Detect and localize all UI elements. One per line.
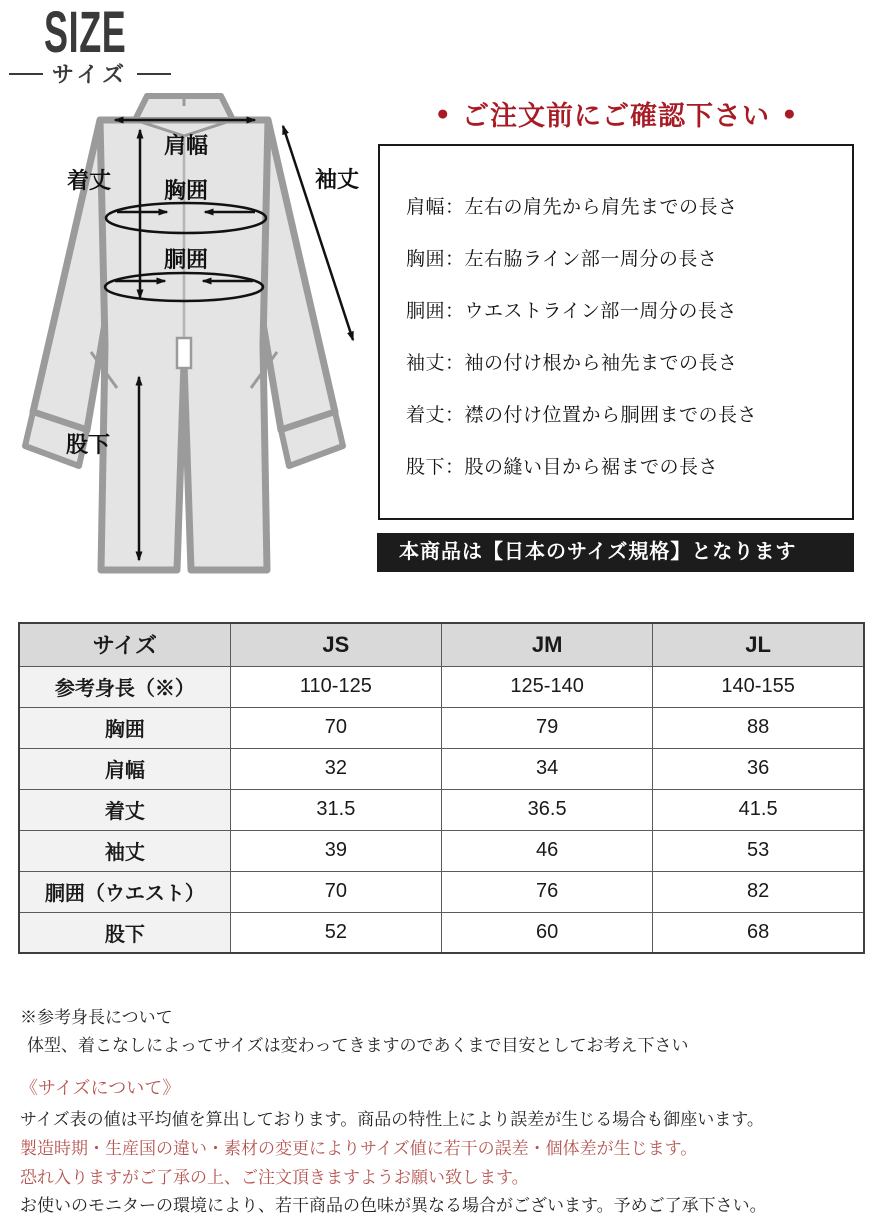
cell-value: 36 <box>653 748 864 789</box>
red-dot-icon: ● <box>436 101 449 125</box>
definition-inseam: 股下：股の縫い目から裾までの長さ <box>406 456 719 478</box>
row-label: 着丈 <box>19 789 230 830</box>
cell-value: 68 <box>653 912 864 953</box>
cell-value: 34 <box>442 748 653 789</box>
definition-shoulder: 肩幅：左右の肩先から肩先までの長さ <box>406 196 738 218</box>
cell-value: 70 <box>230 707 441 748</box>
cell-value: 140-155 <box>653 666 864 707</box>
cell-value: 46 <box>442 830 653 871</box>
table-row <box>19 912 864 953</box>
col-header-jl: JL <box>653 623 864 666</box>
table-row <box>19 789 864 830</box>
cell-value: 52 <box>230 912 441 953</box>
cell-value: 70 <box>230 871 441 912</box>
note-ref-height-title: ※参考身長について <box>20 1008 173 1027</box>
note-ref-height-body: 体型、着こなしによってサイズは変わってきますのであくまで目安としてお考え下さい <box>27 1035 689 1055</box>
definition-sleeve: 袖丈：袖の付け根から袖先までの長さ <box>406 352 738 374</box>
cell-value: 32 <box>230 748 441 789</box>
definition-chest: 胸囲：左右脇ライン部一周分の長さ <box>406 248 718 270</box>
note-line-2: 製造時期・生産国の違い・素材の変更によりサイズ値に若干の誤差・個体差が生じます。 <box>20 1139 698 1159</box>
page-title: SIZE <box>44 0 127 65</box>
cell-value: 125-140 <box>442 666 653 707</box>
waist-girth-label: 胴囲 <box>163 247 209 272</box>
red-dot-icon: ● <box>783 101 796 125</box>
definition-length: 着丈：襟の付け位置から胴囲までの長さ <box>406 404 758 426</box>
row-label: 胸囲 <box>19 707 230 748</box>
col-header-size: サイズ <box>19 623 230 666</box>
col-header-js: JS <box>230 623 441 666</box>
table-row <box>19 830 864 871</box>
note-line-3: 恐れ入りますがご了承の上、ご注文頂きますようお願い致します。 <box>20 1167 529 1187</box>
shoulder-width-label: 肩幅 <box>163 133 209 158</box>
inseam-label: 股下 <box>65 432 111 457</box>
body-length-label: 着丈 <box>66 168 112 193</box>
footer-notes <box>20 1006 870 1223</box>
confirm-heading-text: ご注文前にご確認下さい <box>462 100 770 131</box>
measurement-definitions-box <box>378 144 854 520</box>
cell-value: 110-125 <box>230 666 441 707</box>
cell-value: 76 <box>442 871 653 912</box>
table-row <box>19 707 864 748</box>
cell-value: 39 <box>230 830 441 871</box>
note-line-1: サイズ表の値は平均値を算出しております。商品の特性上により誤差が生じる場合も御座います。 <box>20 1110 764 1130</box>
chest-girth-label: 胸囲 <box>163 178 209 203</box>
cell-value: 41.5 <box>653 789 864 830</box>
row-label: 股下 <box>19 912 230 953</box>
decorative-dash-right <box>137 73 171 75</box>
japan-size-notice-bar: 本商品は【日本のサイズ規格】となります <box>377 533 854 572</box>
page-subtitle-text: サイズ <box>51 62 129 87</box>
row-label: 参考身長（※） <box>19 666 230 707</box>
row-label: 袖丈 <box>19 830 230 871</box>
table-row <box>19 748 864 789</box>
cell-value: 82 <box>653 871 864 912</box>
definition-waist: 胴囲：ウエストライン部一周分の長さ <box>406 300 737 322</box>
coverall-measurement-diagram <box>25 90 375 610</box>
note-size-section-title: 《サイズについて》 <box>20 1078 181 1099</box>
size-table-header-row <box>19 623 864 666</box>
note-line-4: お使いのモニターの環境により、若干商品の色味が異なる場合がございます。予めご了承下さい。 <box>20 1196 767 1216</box>
confirm-heading <box>378 93 854 133</box>
cell-value: 88 <box>653 707 864 748</box>
fly-tab <box>177 338 191 368</box>
row-label: 胴囲（ウエスト） <box>19 871 230 912</box>
table-row <box>19 871 864 912</box>
cell-value: 53 <box>653 830 864 871</box>
col-header-jm: JM <box>442 623 653 666</box>
cell-value: 79 <box>442 707 653 748</box>
table-row <box>19 666 864 707</box>
cell-value: 31.5 <box>230 789 441 830</box>
page-subtitle <box>8 58 172 89</box>
row-label: 肩幅 <box>19 748 230 789</box>
decorative-dash-left <box>9 73 43 75</box>
cell-value: 60 <box>442 912 653 953</box>
cell-value: 36.5 <box>442 789 653 830</box>
size-table <box>18 622 865 954</box>
sleeve-length-label: 袖丈 <box>314 167 360 192</box>
